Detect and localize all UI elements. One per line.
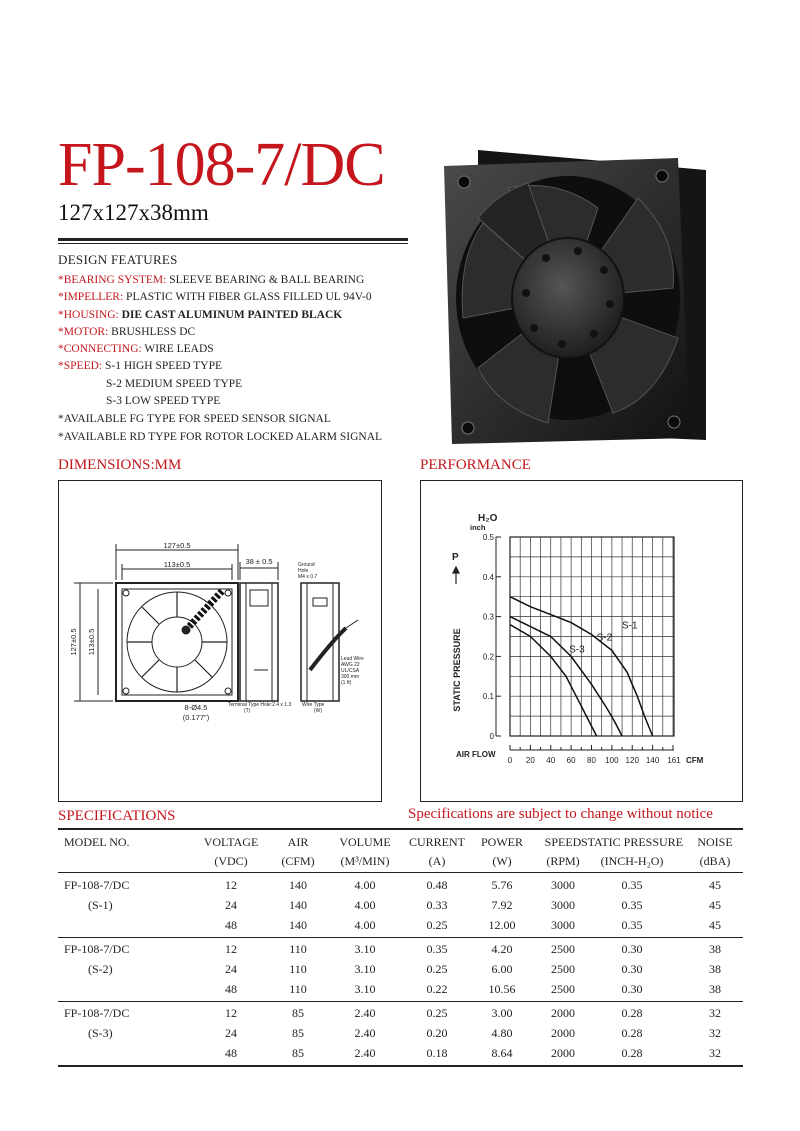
table-cell: 2000 (551, 1006, 575, 1020)
chart-grid (510, 537, 674, 736)
y-tick-label: 0.1 (482, 692, 494, 702)
col-unit: (A) (428, 854, 446, 868)
table-cell: 24 (225, 962, 237, 976)
feature-key: *SPEED: (58, 360, 103, 373)
col-unit: (dBA) (699, 854, 731, 868)
y-tick-label: 0.5 (482, 533, 494, 542)
table-cell: 0.48 (426, 878, 448, 892)
feature-key: *IMPELLER: (58, 291, 124, 304)
col-header: POWER (481, 835, 523, 849)
model-variant: (S-2) (88, 962, 113, 976)
col-unit: (RPM) (546, 854, 580, 868)
x-tick-label: 20 (525, 756, 535, 765)
table-cell: 45 (709, 878, 721, 892)
x-tick-label: 80 (587, 756, 596, 765)
feature-value: DIE CAST ALUMINUM PAINTED BLACK (118, 308, 343, 321)
note-rd-type: *AVAILABLE RD TYPE FOR ROTOR LOCKED ALARM SIGNAL (58, 430, 383, 443)
feature-value: PLASTIC WITH FIBER GLASS FILLED UL 94V-0 (123, 291, 372, 304)
feature-bearing (58, 272, 382, 289)
table-cell: 12.00 (488, 918, 516, 932)
table-cell: 3.10 (354, 962, 376, 976)
table-cell: 0.28 (621, 1026, 643, 1040)
table-cell: 0.25 (426, 1006, 448, 1020)
specifications-table (58, 830, 743, 1060)
design-features-heading: DESIGN FEATURES (58, 252, 178, 267)
note-fg-type: *AVAILABLE FG TYPE FOR SPEED SENSOR SIGNAL (58, 413, 331, 426)
table-cell: 12 (225, 942, 237, 956)
feature-speed-s2: S-2 MEDIUM SPEED TYPE (106, 377, 243, 390)
table-cell: 4.00 (354, 898, 376, 912)
x-tick-label: 161 (667, 756, 681, 765)
label-ground-1: Ground (298, 562, 315, 568)
col-header: STATIC PRESSURE (580, 835, 684, 849)
label-wire-2: (W) (314, 708, 323, 714)
label-lead-5: (1 ft) (341, 680, 352, 686)
table-cell: 0.28 (621, 1006, 643, 1020)
table-cell: 110 (289, 942, 307, 956)
table-cell: 0.35 (621, 878, 643, 892)
table-cell: 0.35 (621, 898, 643, 912)
table-cell: 3000 (551, 898, 575, 912)
dimensions-heading: DIMENSIONS:MM (58, 457, 182, 473)
p-label: P (452, 552, 459, 563)
col-header: VOLUME (339, 835, 391, 849)
y-axis-title: STATIC PRESSURE (452, 628, 462, 712)
table-cell: 110 (289, 962, 307, 976)
table-cell: 38 (709, 942, 721, 956)
spec-notice: Specifications are subject to change without notice (408, 806, 713, 822)
table-cell: 12 (225, 878, 237, 892)
performance-chart (420, 480, 743, 802)
table-cell: 12 (225, 1006, 237, 1020)
x-tick-label: 60 (566, 756, 576, 765)
table-cell: 85 (292, 1006, 304, 1020)
series-label-s-1: S-1 (622, 620, 638, 632)
y-unit-h2o: H₂O (478, 513, 498, 524)
label-ground-2: Hole (298, 568, 309, 574)
table-cell: 4.80 (491, 1026, 513, 1040)
table-cell: 2000 (551, 1026, 575, 1040)
performance-heading: PERFORMANCE (420, 457, 531, 473)
feature-speed (58, 358, 382, 375)
table-cell: 45 (709, 898, 721, 912)
model-name: FP-108-7/DC (64, 878, 130, 892)
label-lead-1: Lead Wire (341, 656, 364, 662)
table-cell: 5.76 (491, 878, 513, 892)
table-cell: 7.92 (491, 898, 513, 912)
table-bottom-rule (58, 1065, 743, 1067)
col-header: SPEED (544, 835, 582, 849)
feature-key: *HOUSING: (58, 308, 119, 321)
header-rule (58, 872, 743, 873)
feature-value: BRUSHLESS DC (108, 325, 196, 338)
table-cell: 4.00 (354, 918, 376, 932)
header-divider-thick (58, 238, 408, 241)
table-cell: 48 (225, 918, 237, 932)
design-features-list (58, 272, 382, 446)
feature-value: S-1 HIGH SPEED TYPE (102, 360, 223, 373)
table-cell: 0.30 (621, 982, 643, 996)
col-unit: (W) (492, 854, 512, 868)
col-unit: (VDC) (214, 854, 248, 868)
label-terminal-1: Terminal Type Hole:2.4 x 1.3 (228, 702, 292, 708)
table-cell: 0.25 (426, 918, 448, 932)
model-name: FP-108-7/DC (64, 942, 130, 956)
x-tick-label: 100 (605, 756, 619, 765)
label-lead-4: 300 mm (341, 674, 360, 680)
y-tick-label: 0.2 (482, 652, 494, 662)
col-unit: (CFM) (281, 854, 315, 868)
table-cell: 0.33 (426, 898, 448, 912)
series-label-s-2: S-2 (596, 632, 613, 644)
feature-value: WIRE LEADS (141, 343, 214, 356)
table-cell: 0.20 (426, 1026, 448, 1040)
feature-connecting (58, 341, 382, 358)
y-tick-label: 0.3 (482, 612, 494, 622)
table-cell: 2.40 (354, 1026, 376, 1040)
table-cell: 4.00 (354, 878, 376, 892)
table-cell: 0.35 (621, 918, 643, 932)
y-tick-label: 0.4 (482, 572, 494, 582)
table-cell: 2000 (551, 1046, 575, 1060)
dim-width-outer: 127±0.5 (163, 541, 191, 550)
y-tick-label: 0 (489, 732, 494, 741)
series-label-s-3: S-3 (569, 644, 585, 656)
table-cell: 2.40 (354, 1006, 376, 1020)
table-cell: 0.18 (426, 1046, 448, 1060)
table-cell: 0.35 (426, 942, 448, 956)
table-cell: 2500 (551, 982, 575, 996)
table-cell: 2500 (551, 942, 575, 956)
label-lead-3: UL/CSA (341, 668, 360, 674)
series-line-s-3 (510, 625, 597, 736)
table-cell: 8.64 (491, 1046, 513, 1060)
table-cell: 2500 (551, 962, 575, 976)
table-cell: 0.30 (621, 962, 643, 976)
fan-photo (438, 148, 710, 448)
table-cell: 0.30 (621, 942, 643, 956)
model-variant: (S-1) (88, 898, 113, 912)
table-cell: 4.20 (491, 942, 513, 956)
table-cell: 3000 (551, 918, 575, 932)
dimensions-drawing (58, 480, 382, 802)
table-cell: 24 (225, 1026, 237, 1040)
table-cell: 24 (225, 898, 237, 912)
dim-holes: 8-Ø4.5 (184, 703, 208, 712)
feature-impeller (58, 289, 382, 306)
table-cell: 140 (289, 918, 307, 932)
product-size: 127x127x38mm (58, 200, 209, 225)
x-tick-label: 0 (507, 756, 513, 765)
model-variant: (S-3) (88, 1026, 113, 1040)
x-tick-label: 140 (645, 756, 660, 765)
col-header: CURRENT (408, 835, 465, 849)
x-tick-label: 40 (546, 756, 556, 765)
feature-housing (58, 307, 382, 324)
feature-motor (58, 324, 382, 341)
x-axis-title: AIR FLOW (456, 750, 496, 759)
header-divider-thin (58, 243, 408, 244)
table-cell: 85 (292, 1026, 304, 1040)
table-cell: 3.10 (354, 982, 376, 996)
table-cell: 0.22 (426, 982, 448, 996)
table-cell: 140 (289, 878, 307, 892)
table-cell: 0.28 (621, 1046, 643, 1060)
col-header: VOLTAGE (203, 835, 259, 849)
dim-holes-inch: (0.177") (182, 713, 210, 722)
table-cell: 2.40 (354, 1046, 376, 1060)
table-cell: 85 (292, 1046, 304, 1060)
dim-height-inner: 113±0.5 (87, 628, 96, 656)
feature-key: *BEARING SYSTEM: (58, 274, 167, 286)
table-cell: 38 (709, 982, 721, 996)
col-header: MODEL NO. (64, 835, 130, 849)
col-unit: (M³/MIN) (340, 854, 390, 868)
table-cell: 32 (709, 1006, 721, 1020)
dim-width-inner: 113±0.5 (163, 560, 191, 569)
dim-height-outer: 127±0.5 (69, 628, 78, 656)
table-cell: 45 (709, 918, 721, 932)
y-unit-inch: inch (470, 523, 486, 532)
table-cell: 32 (709, 1046, 721, 1060)
table-cell: 0.25 (426, 962, 448, 976)
table-cell: 6.00 (491, 962, 513, 976)
feature-key: *MOTOR: (58, 325, 109, 338)
col-header: AIR (287, 835, 309, 849)
group-rule (58, 1001, 743, 1002)
table-cell: 48 (225, 1046, 237, 1060)
group-rule (58, 937, 743, 938)
feature-key: *CONNECTING: (58, 343, 142, 356)
table-cell: 3000 (551, 878, 575, 892)
table-cell: 110 (289, 982, 307, 996)
product-title: FP-108-7/DC (58, 131, 385, 199)
model-name: FP-108-7/DC (64, 1006, 130, 1020)
table-cell: 3.00 (491, 1006, 513, 1020)
feature-speed-s3: S-3 LOW SPEED TYPE (106, 395, 221, 408)
x-unit: CFM (686, 756, 704, 765)
table-cell: 38 (709, 962, 721, 976)
table-cell: 3.10 (354, 942, 376, 956)
col-unit: (INCH-H₂O) (600, 854, 664, 868)
specifications-heading: SPECIFICATIONS (58, 808, 176, 824)
dim-depth: 38 ± 0.5 (245, 557, 273, 566)
label-ground-3: M4 x 0.7 (298, 574, 318, 580)
table-cell: 10.56 (488, 982, 516, 996)
table-cell: 140 (289, 898, 307, 912)
x-tick-label: 120 (625, 756, 639, 765)
table-cell: 32 (709, 1026, 721, 1040)
feature-value: SLEEVE BEARING & BALL BEARING (166, 274, 365, 286)
table-cell: 48 (225, 982, 237, 996)
label-terminal-2: (T) (244, 708, 251, 714)
col-header: NOISE (697, 835, 733, 849)
label-lead-2: AWG 22 (341, 662, 360, 668)
label-wire-1: Wire Type (302, 702, 325, 708)
